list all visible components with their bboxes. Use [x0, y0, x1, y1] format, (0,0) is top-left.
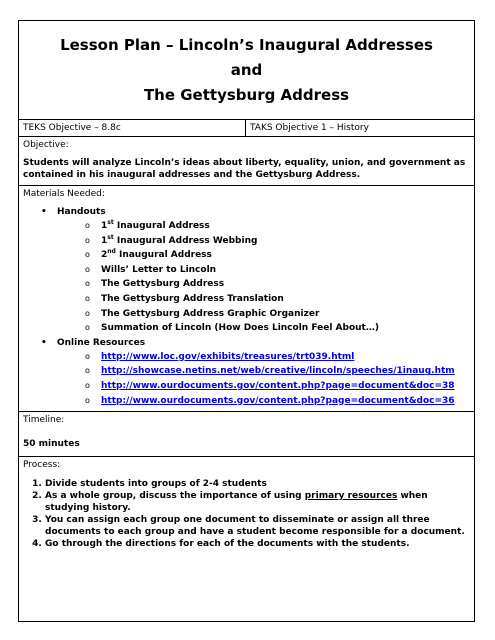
resource-link-item — [85, 350, 470, 365]
handout-item: o Summation of Lincoln (How Does Lincoln Feel About…) — [85, 321, 470, 336]
lesson-plan-document — [18, 20, 474, 622]
objective-cell — [19, 137, 475, 186]
handout-item: o 1st Inaugural Address Webbing — [85, 234, 470, 249]
process-cell — [19, 457, 475, 622]
materials-cell — [19, 186, 475, 412]
teks-objective-cell: TEKS Objective – 8.8c — [19, 120, 246, 137]
process-step: 3. You can assign each group one document to disseminate or assign all three documents to each group and have a student become responsible for a document. — [45, 514, 470, 538]
handouts-item — [41, 206, 470, 336]
process-step: 2. As a whole group, discuss the importance of using primary resources when studying history. — [45, 490, 470, 514]
handout-item: o The Gettysburg Address Translation — [85, 292, 470, 307]
process-step: 1. Divide students into groups of 2-4 students — [45, 478, 470, 490]
handouts-label: Handouts — [57, 207, 106, 217]
taks-objective-cell: TAKS Objective 1 – History — [246, 120, 475, 137]
handouts-list — [57, 219, 470, 336]
resource-link-item — [85, 364, 470, 379]
process-heading: Process: — [23, 460, 61, 471]
title-cell — [19, 21, 475, 120]
objective-text: Students will analyze Lincoln’s ideas about liberty, equality, union, and government as contained in his inaugural addresses and the Gettysburg Address. — [23, 158, 466, 180]
resource-link-item — [85, 379, 470, 394]
handout-item: o 1st Inaugural Address — [85, 219, 470, 234]
timeline-cell — [19, 412, 475, 457]
resource-link-item — [85, 394, 470, 409]
handout-item: o Wills’ Letter to Lincoln — [85, 263, 470, 278]
handout-item: o The Gettysburg Address — [85, 277, 470, 292]
lesson-plan-table — [18, 20, 475, 622]
materials-heading: Materials Needed: — [23, 189, 105, 199]
online-resources-item — [41, 337, 470, 408]
title-line-3: The Gettysburg Address — [143, 85, 350, 104]
process-step: 4. Go through the directions for each of the documents with the students. — [45, 538, 470, 550]
handout-item: o The Gettysburg Address Graphic Organizer — [85, 307, 470, 322]
resource-link-4[interactable]: http://www.ourdocuments.gov/content.php?page=document&doc=36 — [101, 395, 455, 406]
handout-item: o 2nd Inaugural Address — [85, 248, 470, 263]
online-resources-list — [57, 350, 470, 408]
timeline-heading: Timeline: — [23, 415, 65, 426]
resource-link-1[interactable]: http://www.loc.gov/exhibits/treasures/trt039.html — [101, 351, 355, 362]
process-steps — [23, 478, 470, 550]
title-line-1: Lesson Plan – Lincoln’s Inaugural Addresses — [60, 35, 433, 54]
title-line-2: and — [230, 60, 263, 79]
resource-link-2[interactable]: http://showcase.netins.net/web/creative/lincoln/speeches/1inaug.htm — [101, 366, 455, 377]
online-resources-label: Online Resources — [57, 337, 146, 348]
timeline-value: 50 minutes — [23, 439, 80, 450]
materials-list — [23, 206, 470, 408]
resource-link-3[interactable]: http://www.ourdocuments.gov/content.php?page=document&doc=38 — [101, 380, 455, 391]
objective-heading: Objective: — [23, 140, 69, 150]
primary-resources-link[interactable]: primary resources — [304, 491, 398, 502]
